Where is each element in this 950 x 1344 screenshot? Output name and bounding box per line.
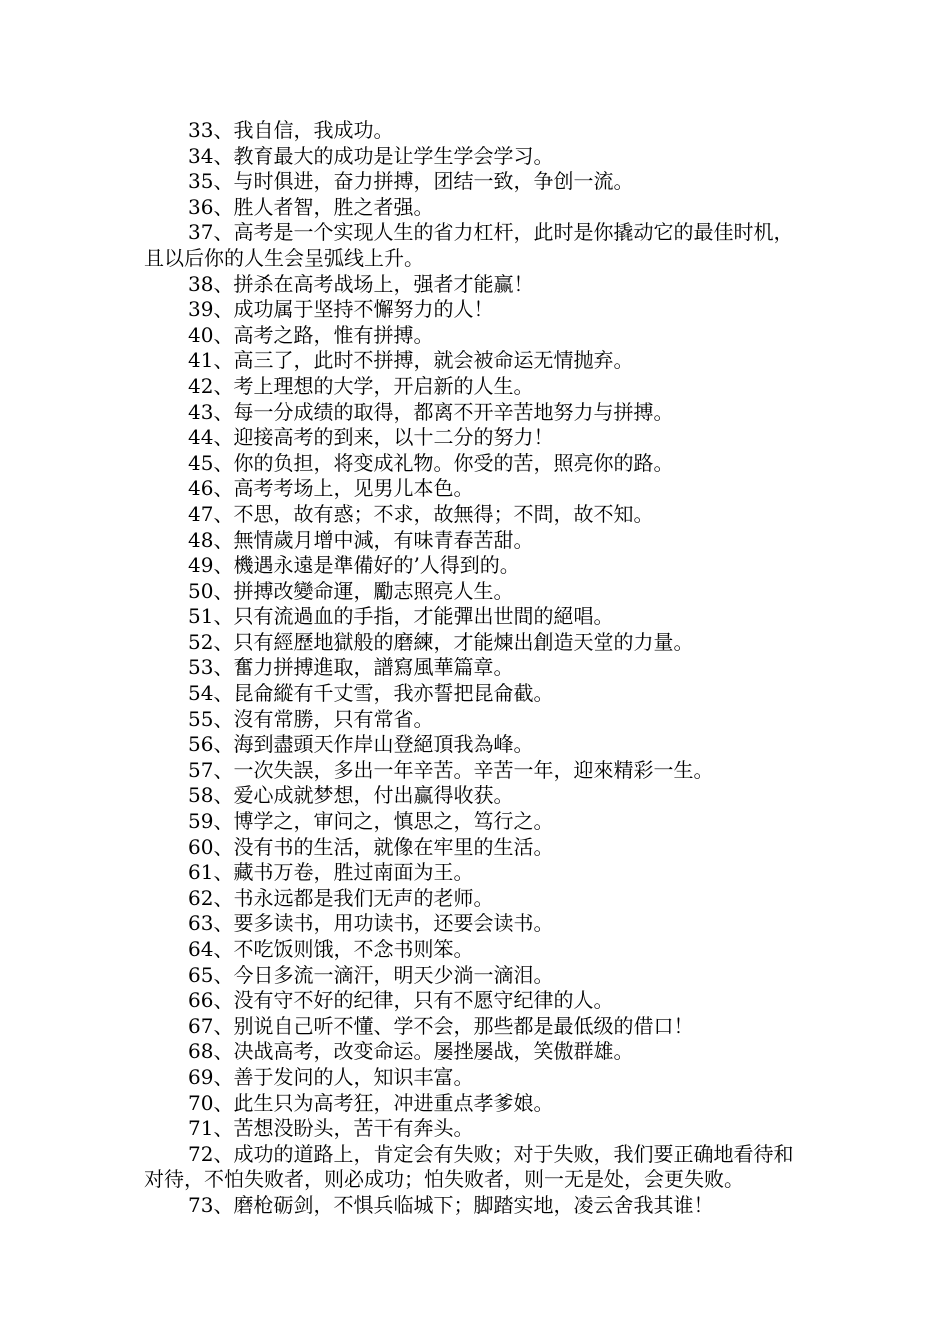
quote-line-25: 57、一次失誤，多出一年辛苦。辛苦一年，迎來精彩一生。 xyxy=(188,757,714,782)
quote-line-38: 70、此生只为高考狂，冲进重点孝爹娘。 xyxy=(188,1090,554,1115)
quote-line-10: 42、考上理想的大学，开启新的人生。 xyxy=(188,373,534,398)
quote-line-27: 59、博学之，审问之，慎思之，笃行之。 xyxy=(188,809,554,834)
quote-line-24: 56、海到盡頭天作岸山登絕頂我為峰。 xyxy=(188,732,534,757)
quote-line-11: 43、每一分成绩的取得，都离不开辛苦地努力与拼搏。 xyxy=(188,399,674,424)
quote-line-19: 51、只有流過血的手指，才能彈出世間的絕唱。 xyxy=(188,604,614,629)
quote-line-6: 38、拼杀在高考战场上，强者才能赢！ xyxy=(188,271,534,296)
quote-line-26: 58、爱心成就梦想，付出赢得收获。 xyxy=(188,783,514,808)
quote-line-23: 55、沒有常勝，只有常省。 xyxy=(188,706,434,731)
quote-line-13: 45、你的负担，将变成礼物。你受的苦，照亮你的路。 xyxy=(188,450,674,475)
quote-line-30: 62、书永远都是我们无声的老师。 xyxy=(188,885,494,910)
quote-line-40: 72、成功的道路上，肯定会有失败；对于失败，我们要正确地看待和对待，不怕失败者，则必成功；怕失败者，则一无是处，会更失败。 xyxy=(144,1141,794,1192)
quote-line-1: 33、我自信，我成功。 xyxy=(188,118,394,142)
quote-line-9: 41、高三了，此时不拼搏，就会被命运无情抛弃。 xyxy=(188,348,634,373)
quote-line-4: 36、胜人者智，胜之者强。 xyxy=(188,194,434,219)
quote-line-12: 44、迎接高考的到来，以十二分的努力！ xyxy=(188,425,554,450)
quote-line-33: 65、今日多流一滴汗，明天少淌一滴泪。 xyxy=(188,962,554,987)
quote-line-16: 48、無情歲月增中減，有味青春苦甜。 xyxy=(188,527,534,552)
quote-line-7: 39、成功属于坚持不懈努力的人！ xyxy=(188,297,494,322)
quote-line-14: 46、高考考场上，见男儿本色。 xyxy=(188,476,474,501)
quote-line-21: 53、奮力拼搏進取，譜寫風華篇章。 xyxy=(188,655,514,680)
quote-line-22: 54、昆侖縱有千丈雪，我亦誓把昆侖截。 xyxy=(188,681,554,706)
quote-line-32: 64、不吃饭则饿，不念书则笨。 xyxy=(188,937,474,961)
document-body xyxy=(144,118,810,1219)
quote-line-37: 69、善于发问的人，知识丰富。 xyxy=(188,1064,474,1089)
quote-line-39: 71、苦想没盼头，苦干有奔头。 xyxy=(188,1116,474,1141)
quote-line-3: 35、与时俱进，奋力拼搏，团结一致，争创一流。 xyxy=(188,169,634,194)
quote-line-36: 68、决战高考，改变命运。屡挫屡战，笑傲群雄。 xyxy=(188,1039,634,1064)
quote-line-8: 40、高考之路，惟有拼搏。 xyxy=(188,322,434,347)
quote-line-28: 60、没有书的生活，就像在牢里的生活。 xyxy=(188,834,554,859)
quote-line-29: 61、藏书万卷，胜过南面为王。 xyxy=(188,860,474,885)
quote-line-5: 37、高考是一个实现人生的省力杠杆，此时是你撬动它的最佳时机，且以后你的人生会呈弧线上升。 xyxy=(144,220,794,270)
quote-line-18: 50、拼搏改變命運，勵志照亮人生。 xyxy=(188,578,514,603)
quote-line-15: 47、不思，故有惑；不求，故無得；不問，故不知。 xyxy=(188,501,654,526)
quote-line-20: 52、只有經歷地獄般的磨練，才能煉出創造天堂的力量。 xyxy=(188,629,694,654)
quote-line-35: 67、别说自己听不懂、学不会，那些都是最低级的借口！ xyxy=(188,1013,694,1038)
quote-line-31: 63、要多读书，用功读书，还要会读书。 xyxy=(188,911,554,936)
quote-line-17: 49、機遇永遠是準備好的’人得到的。 xyxy=(188,553,520,578)
quote-line-34: 66、没有守不好的纪律，只有不愿守纪律的人。 xyxy=(188,988,614,1013)
quote-line-41: 73、磨枪砺剑，不惧兵临城下；脚踏实地，凌云舍我其谁！ xyxy=(188,1192,714,1217)
quote-line-2: 34、教育最大的成功是让学生学会学习。 xyxy=(188,143,554,168)
